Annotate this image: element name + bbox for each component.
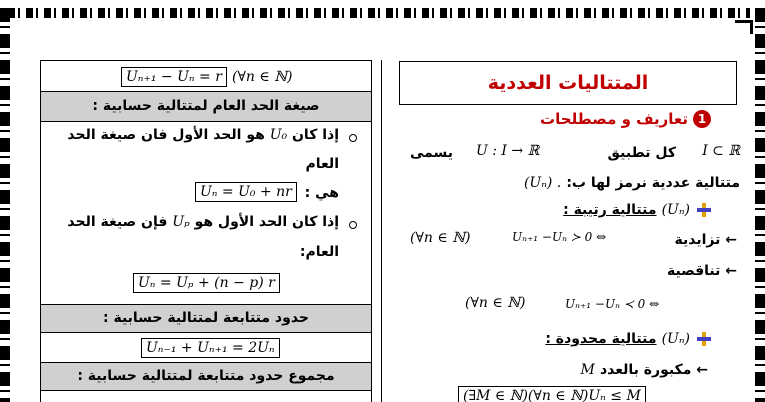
plus-bullet-icon (697, 203, 711, 217)
bounded-above-label: ← مكبورة بالعدد (599, 362, 708, 378)
consecutive-formula-box: Uₙ₋₁ + Uₙ₊₁ = 2Uₙ (141, 338, 280, 358)
increasing-formula: Uₙ₊₁ −Uₙ ≻ 0 ⇔ (512, 230, 607, 244)
case1-line1 (49, 127, 339, 143)
section-number-badge: 1 (693, 110, 711, 128)
definition-line2-symbol: (Uₙ) . (523, 175, 562, 191)
circle-bullet-icon (349, 221, 357, 229)
page-title: المتتاليات العددية (487, 72, 649, 94)
increasing-condition: (∀n ∈ ℕ) (410, 230, 471, 246)
decorative-border-right (755, 8, 765, 402)
decorative-border-top (8, 8, 750, 18)
case1-text-b: هو الحد الأول فان صيغة الحد (67, 127, 265, 143)
definition-mapping: U : I → ℝ (476, 143, 540, 159)
definition-line2 (470, 172, 740, 196)
consecutive-heading-row (40, 305, 372, 333)
sum-heading-row (40, 363, 372, 391)
monotone-heading (530, 199, 690, 221)
sum-content-row (40, 391, 372, 402)
case1-text-a: إذا كان (291, 127, 339, 143)
definition-line1 (410, 143, 740, 167)
case2-text-a: إذا كان الحد الأول هو (194, 214, 339, 230)
definition-line2-text: متتالية عددية نرمز لها ب: (566, 175, 740, 191)
increasing-label: ← تزايدية (674, 232, 737, 248)
case1-var: U₀ (269, 127, 288, 143)
plus-bullet-icon (697, 332, 711, 346)
page-title-box (399, 61, 737, 105)
bounded-label: متتالية محدودة : (545, 331, 657, 347)
arith-definition (121, 66, 292, 87)
section-title: تعاريف و مصطلحات (540, 110, 688, 128)
case2-line1 (49, 214, 339, 230)
case2-line2: العام: (299, 244, 339, 260)
general-term-heading: صيغة الحد العام لمتتالية حسابية : (92, 98, 320, 114)
bounded-above-line (540, 359, 708, 381)
decreasing-formula: Uₙ₊₁ −Uₙ ≺ 0 ⇔ (565, 297, 660, 311)
case1-line2: العام (305, 156, 339, 172)
monotone-seq-symbol: (Uₙ) (661, 202, 690, 218)
general-term-heading-row (40, 92, 372, 122)
decreasing-label: ← تناقصية (667, 263, 737, 279)
case2-text-b: فإن صيغة الحد (67, 214, 168, 230)
consecutive-formula-row (40, 333, 372, 363)
decreasing-condition: (∀n ∈ ℕ) (465, 295, 526, 311)
circle-bullet-icon (349, 134, 357, 142)
arith-definition-row (40, 60, 372, 92)
case2-var: Uₚ (172, 214, 190, 230)
decorative-border-left (0, 8, 10, 402)
sum-heading: مجموع حدود متتابعة لمتتالية حسابية : (77, 368, 335, 384)
definition-text-a: كل تطبيق (607, 145, 676, 161)
consecutive-heading: حدود متتابعة لمتتالية حسابية : (102, 310, 309, 326)
bounded-above-var: M (580, 362, 595, 378)
top-formula-box: Uₙ₊₁ − Uₙ = r (121, 67, 227, 87)
top-formula-condition: (∀n ∈ ℕ) (232, 69, 293, 85)
bounded-formula-box: (∃M ∈ ℕ)(∀n ∈ ℕ)Uₙ ≤ M (458, 386, 646, 402)
case2-formula-box: Uₙ = Uₚ + (n − p) r (133, 273, 280, 293)
definition-domain: I ⊂ ℝ (702, 143, 740, 159)
case1-line3: هي : (304, 185, 339, 201)
case1-formula-box: Uₙ = U₀ + nr (195, 182, 297, 202)
column-divider (381, 60, 382, 402)
definition-text-b: يسمى (410, 145, 454, 161)
monotone-label: متتالية رتيبة : (563, 202, 657, 218)
general-term-cases (40, 122, 372, 305)
bounded-seq-symbol: (Uₙ) (661, 331, 690, 347)
decorative-corner (735, 20, 753, 34)
bounded-heading (520, 328, 690, 350)
